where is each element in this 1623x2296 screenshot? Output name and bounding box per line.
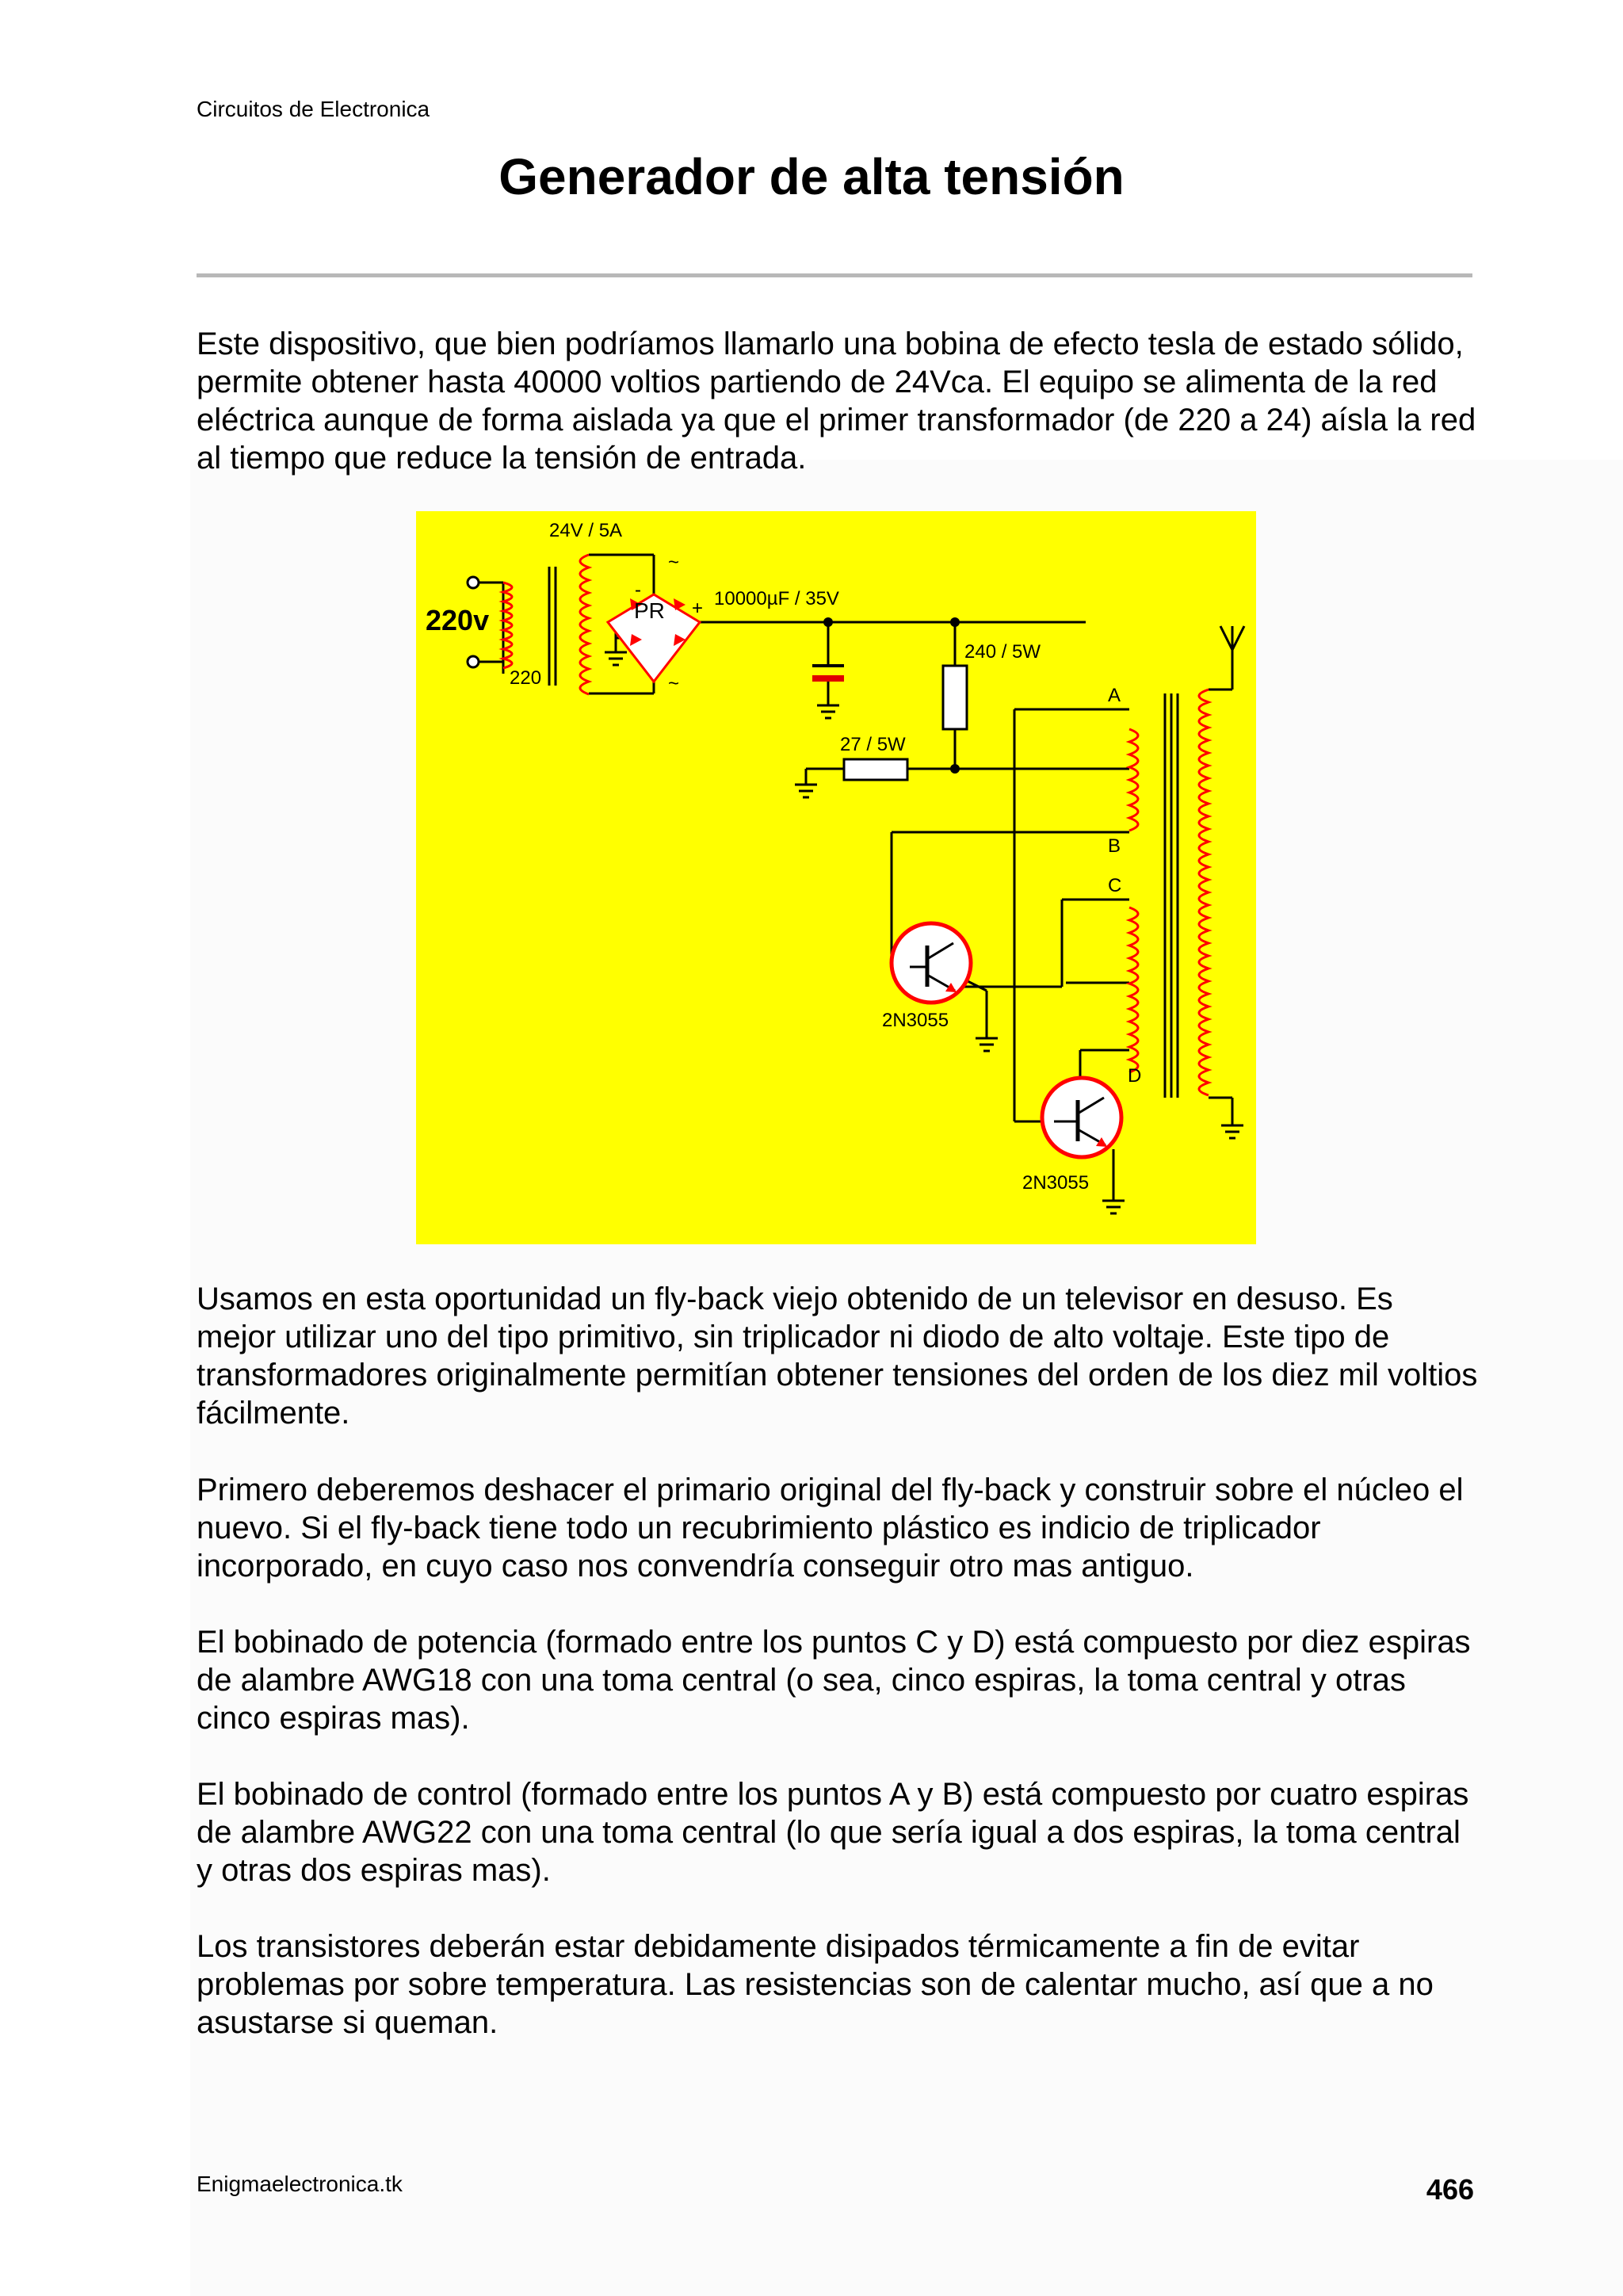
point-c-label: C	[1108, 875, 1122, 896]
resistor-27-label: 27 / 5W	[840, 734, 906, 755]
primary-rewind-paragraph: Primero deberemos deshacer el primario original del fly-back y construir sobre el núcleo el nuevo. Si el fly-back tiene todo un recubrimiento plástico es indicio de triplicador incorporado, en cuyo caso nos convendría conseguir otro mas antiguo.	[197, 1473, 1464, 1584]
resistor-240-label: 240 / 5W	[964, 641, 1041, 663]
transistor-1-label: 2N3055	[882, 1010, 949, 1031]
point-b-label: B	[1108, 835, 1121, 857]
secondary-rating-label: 24V / 5A	[549, 520, 623, 541]
running-header: Circuitos de Electronica	[197, 97, 430, 121]
control-winding-paragraph: El bobinado de control (formado entre los puntos A y B) está compuesto por cuatro espiras de alambre AWG22 con una toma central (lo que sería igual a dos espiras, la toma central y otras dos espiras mas).	[197, 1777, 1469, 1888]
bridge-label: PR	[634, 598, 665, 623]
page-title: Generador de alta tensión	[498, 148, 1125, 205]
ac-input-top-symbol: ~	[668, 552, 680, 573]
primary-winding-label: 220	[510, 667, 542, 689]
title-divider	[197, 273, 1472, 277]
transistors-paragraph: Los transistores deberán estar debidamente disipados térmicamente a fin de evitar problemas por sobre temperatura. Las resistencias son de calentar mucho, así que a no asustarse si queman.	[197, 1929, 1434, 2040]
input-voltage-label: 220v	[426, 604, 490, 636]
bridge-minus-sign: -	[635, 579, 641, 601]
intro-paragraph: Este dispositivo, que bien podríamos llamarlo una bobina de efecto tesla de estado sólido, permite obtener hasta 40000 voltios partiendo de 24Vca. El equipo se alimenta de la red eléctrica aunque de forma aislada ya que el primer transformador (de 220 a 24) aísla la red al tiempo que reduce la tensión de entrada.	[197, 327, 1476, 476]
footer-site: Enigmaelectronica.tk	[197, 2172, 403, 2196]
capacitor-label: 10000µF / 35V	[714, 588, 839, 609]
power-winding-paragraph: El bobinado de potencia (formado entre los puntos C y D) está compuesto por diez espiras de alambre AWG18 con una toma central (o sea, cinco espiras, la toma central y otras cinco espiras mas).	[197, 1625, 1471, 1736]
point-a-label: A	[1108, 685, 1121, 706]
bridge-plus-sign: +	[692, 598, 704, 619]
point-d-label: D	[1128, 1065, 1142, 1087]
transistor-2-label: 2N3055	[1022, 1172, 1090, 1194]
circuit-schematic	[416, 511, 1256, 1244]
flyback-paragraph: Usamos en esta oportunidad un fly-back viejo obtenido de un televisor en desuso. Es mejor utilizar uno del tipo primitivo, sin triplicador ni diodo de alto voltaje. Este tipo de transformadores originalmente permitían obtener tensiones del orden de los diez mil voltios fácilmente.	[197, 1282, 1478, 1431]
ac-input-bottom-symbol: ~	[668, 673, 680, 694]
page-number: 466	[1426, 2173, 1474, 2206]
